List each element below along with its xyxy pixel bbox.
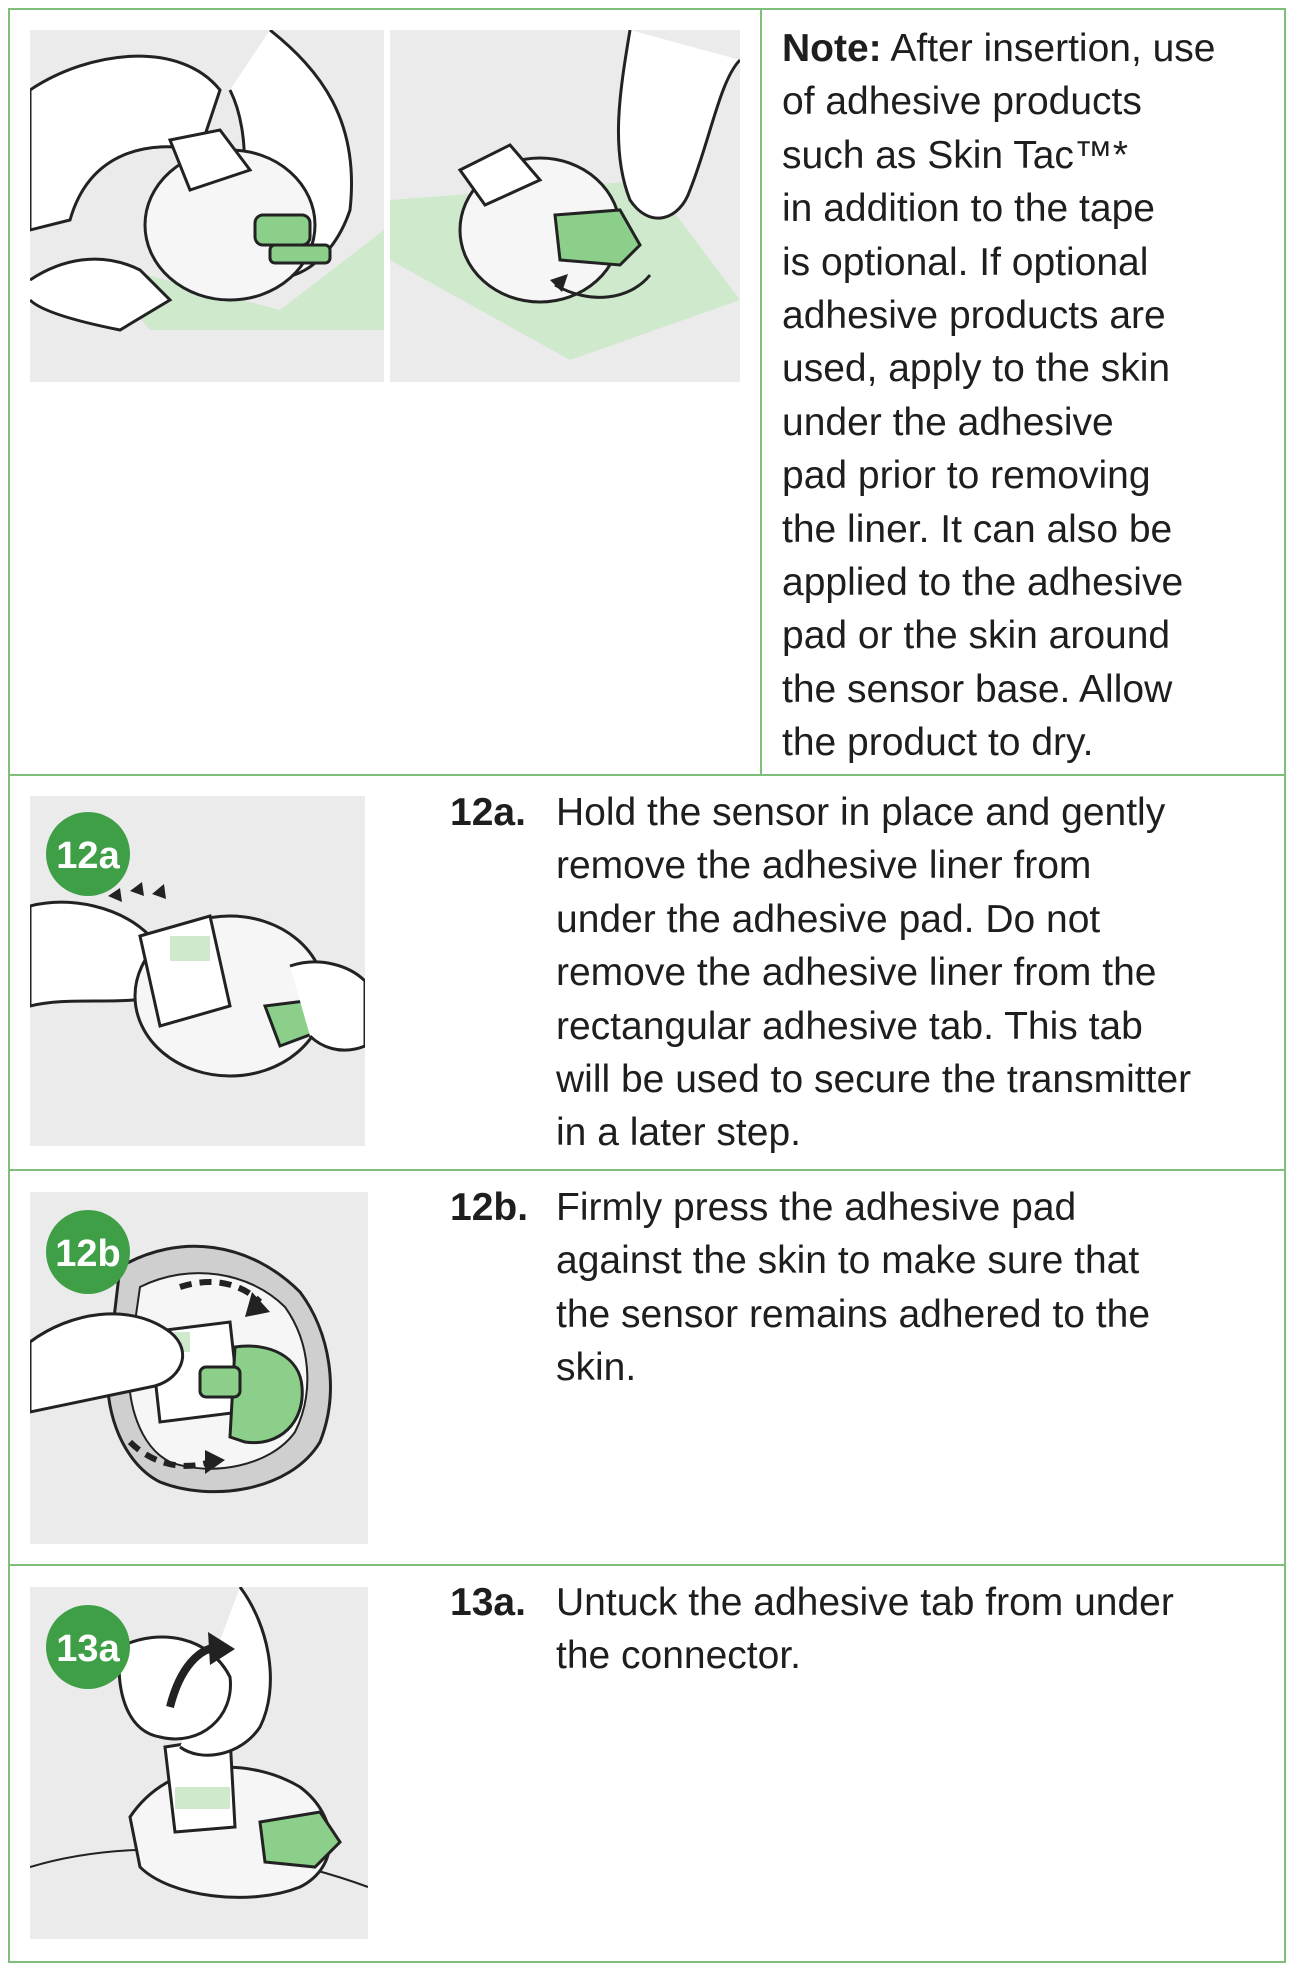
step-badge-12b: 12b xyxy=(55,1233,121,1275)
finger-smoothing-tape-illustration xyxy=(390,30,740,382)
note-label: Note: xyxy=(782,27,882,70)
row-divider-1 xyxy=(8,774,1286,776)
step-badge-12a: 12a xyxy=(56,835,120,877)
hand-pressing-sensor-illustration xyxy=(30,30,384,382)
step-badge-13a: 13a xyxy=(56,1628,120,1670)
liner-removal-illustration xyxy=(30,796,365,1146)
row-divider-3 xyxy=(8,1564,1286,1566)
row-divider-2 xyxy=(8,1169,1286,1171)
illustration-12a xyxy=(30,796,365,1146)
note-column-divider xyxy=(760,8,762,776)
illustration-tape-smooth xyxy=(390,30,740,382)
note-paragraph xyxy=(782,22,1282,770)
note-text: After insertion, use of adhesive products such as Skin Tac™* in addition to the tape is optional. If optional adhesive products are used, apply to the skin under the adhesive pad prior to removing the liner. It can also be applied to the adhesive pad or the skin around the sensor base. Allow the product to dry. xyxy=(782,27,1216,765)
step-text-12b: Firmly press the adhesive pad against the skin to make sure that the sensor remains adhered to the skin. xyxy=(556,1186,1151,1390)
illustration-12b xyxy=(30,1192,368,1544)
press-adhesive-pad-illustration xyxy=(30,1192,368,1544)
step-number-12a: 12a. xyxy=(450,791,526,834)
step-text-12a: Hold the sensor in place and gently remove the adhesive liner from under the adhesive pad. Do not remove the adhesive liner from the rectangular adhesive tab. This tab will be used to secure the transmitter in a later step. xyxy=(556,791,1192,1155)
illustration-13a xyxy=(30,1587,368,1939)
step-number-12b: 12b. xyxy=(450,1186,529,1229)
step-number-13a: 13a. xyxy=(450,1581,526,1624)
step-text-13a: Untuck the adhesive tab from under the connector. xyxy=(556,1581,1174,1678)
untuck-tab-illustration xyxy=(30,1587,368,1939)
illustration-tape-apply xyxy=(30,30,384,382)
